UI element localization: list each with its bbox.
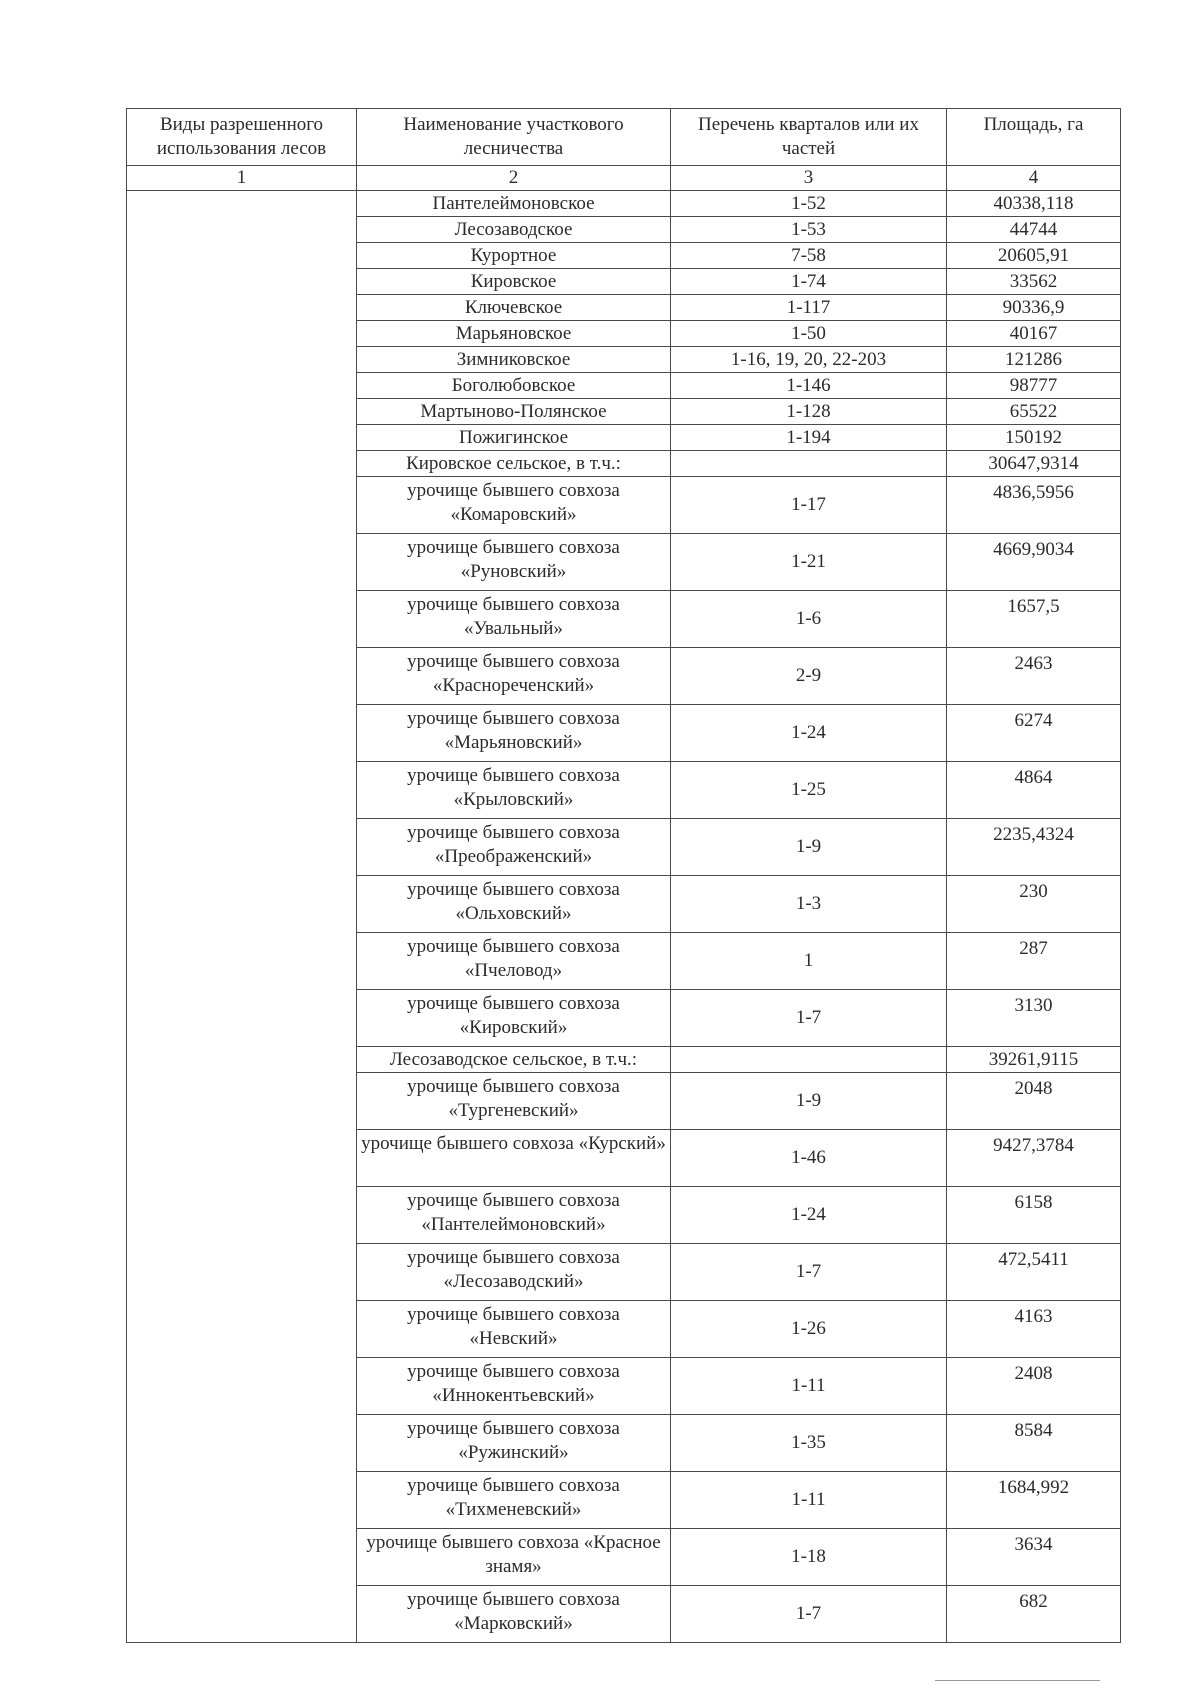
area-cell: 8584 xyxy=(947,1415,1121,1472)
header-use-type: Виды разрешенного использования лесов xyxy=(127,109,357,166)
area-cell: 30647,9314 xyxy=(947,451,1121,477)
area-cell: 98777 xyxy=(947,373,1121,399)
quarters-cell: 1-35 xyxy=(671,1415,947,1472)
quarters-cell: 1-18 xyxy=(671,1529,947,1586)
forestry-name-cell: Зимниковское xyxy=(357,347,671,373)
forestry-name-cell: урочище бывшего совхоза «Марковский» xyxy=(357,1586,671,1643)
page-edge-line xyxy=(935,1680,1100,1681)
area-cell: 2235,4324 xyxy=(947,819,1121,876)
area-cell: 287 xyxy=(947,933,1121,990)
area-cell: 6274 xyxy=(947,705,1121,762)
quarters-cell: 1-16, 19, 20, 22-203 xyxy=(671,347,947,373)
header-forestry-name: Наименование участкового лесничества xyxy=(357,109,671,166)
column-number: 3 xyxy=(671,166,947,191)
forestry-name-cell: Кировское xyxy=(357,269,671,295)
area-cell: 90336,9 xyxy=(947,295,1121,321)
area-cell: 40338,118 xyxy=(947,191,1121,217)
area-cell: 20605,91 xyxy=(947,243,1121,269)
quarters-cell: 1-46 xyxy=(671,1130,947,1187)
forestry-name-cell: Курортное xyxy=(357,243,671,269)
forestry-name-cell: урочище бывшего совхоза «Лесозаводский» xyxy=(357,1244,671,1301)
area-cell: 150192 xyxy=(947,425,1121,451)
forestry-name-cell: урочище бывшего совхоза «Иннокентьевский» xyxy=(357,1358,671,1415)
quarters-cell: 1-128 xyxy=(671,399,947,425)
area-cell: 3634 xyxy=(947,1529,1121,1586)
quarters-cell: 1-11 xyxy=(671,1358,947,1415)
forestry-name-cell: урочище бывшего совхоза «Пантелеймоновский» xyxy=(357,1187,671,1244)
forestry-name-cell: урочище бывшего совхоза «Комаровский» xyxy=(357,477,671,534)
area-cell: 4836,5956 xyxy=(947,477,1121,534)
area-cell: 33562 xyxy=(947,269,1121,295)
forestry-name-cell: Пантелеймоновское xyxy=(357,191,671,217)
area-cell: 4864 xyxy=(947,762,1121,819)
forest-use-table xyxy=(126,108,1121,1643)
forestry-name-cell: урочище бывшего совхоза «Ружинский» xyxy=(357,1415,671,1472)
area-cell: 65522 xyxy=(947,399,1121,425)
quarters-cell: 1-17 xyxy=(671,477,947,534)
forestry-name-cell: урочище бывшего совхоза «Руновский» xyxy=(357,534,671,591)
forestry-name-cell: Марьяновское xyxy=(357,321,671,347)
forestry-name-cell: Лесозаводское сельское, в т.ч.: xyxy=(357,1047,671,1073)
quarters-cell: 1-7 xyxy=(671,1586,947,1643)
column-number: 4 xyxy=(947,166,1121,191)
area-cell: 6158 xyxy=(947,1187,1121,1244)
area-cell: 2463 xyxy=(947,648,1121,705)
quarters-cell: 7-58 xyxy=(671,243,947,269)
column-number-row xyxy=(127,166,1121,191)
area-cell: 2048 xyxy=(947,1073,1121,1130)
forestry-name-cell: урочище бывшего совхоза «Кировский» xyxy=(357,990,671,1047)
forestry-name-cell: Боголюбовское xyxy=(357,373,671,399)
area-cell: 4669,9034 xyxy=(947,534,1121,591)
quarters-cell: 1-9 xyxy=(671,819,947,876)
table-row xyxy=(127,191,1121,217)
column-number: 1 xyxy=(127,166,357,191)
area-cell: 3130 xyxy=(947,990,1121,1047)
area-cell: 472,5411 xyxy=(947,1244,1121,1301)
quarters-cell: 1-11 xyxy=(671,1472,947,1529)
forestry-name-cell: урочище бывшего совхоза «Преображенский» xyxy=(357,819,671,876)
forestry-name-cell: Мартыново-Полянское xyxy=(357,399,671,425)
use-type-cell xyxy=(127,191,357,1643)
quarters-cell: 1-9 xyxy=(671,1073,947,1130)
forestry-name-cell: урочище бывшего совхоза «Увальный» xyxy=(357,591,671,648)
quarters-cell: 2-9 xyxy=(671,648,947,705)
area-cell: 230 xyxy=(947,876,1121,933)
forestry-name-cell: урочище бывшего совхоза «Тургеневский» xyxy=(357,1073,671,1130)
quarters-cell: 1-146 xyxy=(671,373,947,399)
area-cell: 39261,9115 xyxy=(947,1047,1121,1073)
area-cell: 2408 xyxy=(947,1358,1121,1415)
forestry-name-cell: урочище бывшего совхоза «Тихменевский» xyxy=(357,1472,671,1529)
header-area: Площадь, га xyxy=(947,109,1121,166)
forestry-name-cell: урочище бывшего совхоза «Крыловский» xyxy=(357,762,671,819)
forestry-name-cell: урочище бывшего совхоза «Марьяновский» xyxy=(357,705,671,762)
quarters-cell: 1-21 xyxy=(671,534,947,591)
table-header-row xyxy=(127,109,1121,166)
area-cell: 121286 xyxy=(947,347,1121,373)
area-cell: 1684,992 xyxy=(947,1472,1121,1529)
forestry-name-cell: урочище бывшего совхоза «Краснореченский» xyxy=(357,648,671,705)
area-cell: 4163 xyxy=(947,1301,1121,1358)
quarters-cell: 1-7 xyxy=(671,990,947,1047)
quarters-cell: 1-117 xyxy=(671,295,947,321)
quarters-cell: 1 xyxy=(671,933,947,990)
quarters-cell: 1-26 xyxy=(671,1301,947,1358)
quarters-cell: 1-52 xyxy=(671,191,947,217)
forestry-name-cell: Пожигинское xyxy=(357,425,671,451)
column-number: 2 xyxy=(357,166,671,191)
area-cell: 44744 xyxy=(947,217,1121,243)
table-body xyxy=(127,191,1121,1643)
forestry-name-cell: Лесозаводское xyxy=(357,217,671,243)
forestry-name-cell: урочище бывшего совхоза «Курский» xyxy=(357,1130,671,1187)
quarters-cell: 1-6 xyxy=(671,591,947,648)
quarters-cell: 1-7 xyxy=(671,1244,947,1301)
forestry-name-cell: урочище бывшего совхоза «Ольховский» xyxy=(357,876,671,933)
header-quarters-list: Перечень кварталов или их частей xyxy=(671,109,947,166)
quarters-cell: 1-53 xyxy=(671,217,947,243)
quarters-cell: 1-50 xyxy=(671,321,947,347)
forestry-name-cell: урочище бывшего совхоза «Красное знамя» xyxy=(357,1529,671,1586)
forestry-name-cell: Ключевское xyxy=(357,295,671,321)
area-cell: 682 xyxy=(947,1586,1121,1643)
area-cell: 1657,5 xyxy=(947,591,1121,648)
quarters-cell xyxy=(671,1047,947,1073)
area-cell: 40167 xyxy=(947,321,1121,347)
quarters-cell: 1-3 xyxy=(671,876,947,933)
forestry-name-cell: урочище бывшего совхоза «Невский» xyxy=(357,1301,671,1358)
quarters-cell xyxy=(671,451,947,477)
forestry-name-cell: урочище бывшего совхоза «Пчеловод» xyxy=(357,933,671,990)
forestry-name-cell: Кировское сельское, в т.ч.: xyxy=(357,451,671,477)
quarters-cell: 1-194 xyxy=(671,425,947,451)
area-cell: 9427,3784 xyxy=(947,1130,1121,1187)
quarters-cell: 1-24 xyxy=(671,705,947,762)
quarters-cell: 1-24 xyxy=(671,1187,947,1244)
quarters-cell: 1-74 xyxy=(671,269,947,295)
quarters-cell: 1-25 xyxy=(671,762,947,819)
